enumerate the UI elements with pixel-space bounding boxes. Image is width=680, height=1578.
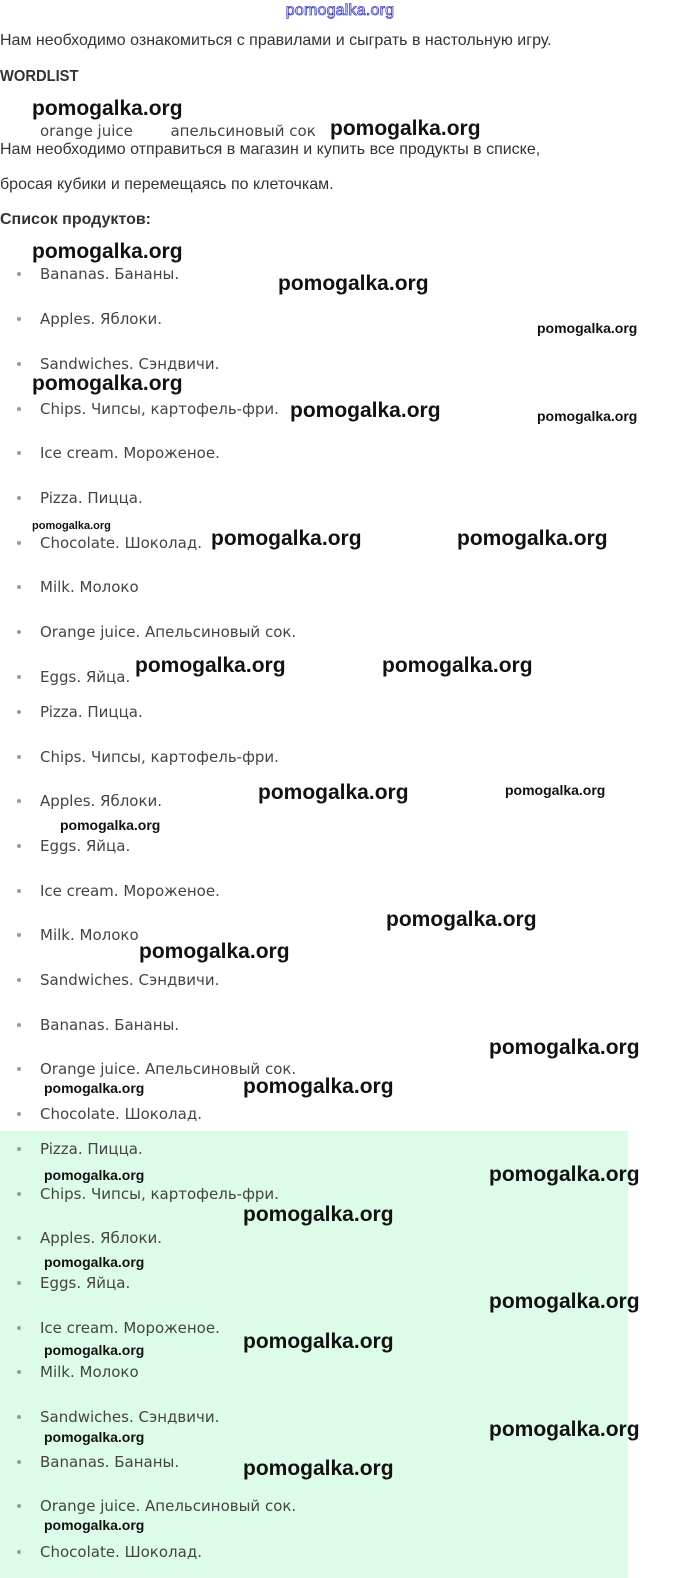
list-item-text: Chips. Чипсы, картофель-фри. (40, 400, 279, 418)
wordlist-cut-line (40, 118, 316, 140)
watermark-text: pomogalka.org (457, 527, 608, 550)
bullet-icon (17, 1326, 21, 1330)
bullet-icon (17, 1023, 21, 1027)
watermark-text: pomogalka.org (278, 272, 429, 295)
bullet-icon (17, 844, 21, 848)
wordlist-heading: WORDLIST (0, 68, 79, 85)
bullet-icon (17, 1370, 21, 1374)
bullet-icon (17, 755, 21, 759)
watermark-text: pomogalka.org (135, 654, 286, 677)
watermark-text: pomogalka.org (258, 781, 409, 804)
bullet-icon (17, 407, 21, 411)
list-item-text: Eggs. Яйца. (40, 668, 131, 686)
watermark-text: pomogalka.org (290, 399, 441, 422)
list-item-text: Orange juice. Апельсиновый сок. (40, 623, 297, 641)
bullet-icon (17, 1147, 21, 1151)
bullet-icon (17, 1236, 21, 1240)
list-item-text: Orange juice. Апельсиновый сок. (40, 1060, 297, 1078)
list-item-text: Chocolate. Шоколад. (40, 1543, 202, 1561)
bullet-icon (17, 585, 21, 589)
bullet-icon (17, 1192, 21, 1196)
watermark-text: pomogalka.org (32, 240, 183, 263)
bullet-icon (17, 978, 21, 982)
bullet-icon (17, 1067, 21, 1071)
intro-text: Нам необходимо ознакомиться с правилами и сыграть в настольную игру. (0, 32, 552, 49)
list-item-text: Sandwiches. Сэндвичи. (40, 355, 220, 373)
bullet-icon (17, 1460, 21, 1464)
bullet-icon (17, 362, 21, 366)
watermark-text: pomogalka.org (537, 408, 638, 424)
bullet-icon (17, 889, 21, 893)
task-text-line-1: Нам необходимо отправиться в магазин и купить все продукты в списке, (0, 141, 541, 158)
bullet-icon (17, 799, 21, 803)
task-text-line-2: бросая кубики и перемещаясь по клеточкам. (0, 176, 334, 193)
list-item-text: Chips. Чипсы, картофель-фри. (40, 1185, 279, 1203)
watermark-text: pomogalka.org (243, 1330, 394, 1353)
list-item-text: Chips. Чипсы, картофель-фри. (40, 748, 279, 766)
list-item-text: Eggs. Яйца. (40, 837, 131, 855)
list-item-text: Pizza. Пицца. (40, 703, 143, 721)
list-item-text: Chocolate. Шоколад. (40, 534, 202, 552)
list-item-text: Apples. Яблоки. (40, 792, 163, 810)
watermark-text: pomogalka.org (44, 1254, 145, 1270)
watermark-text: pomogalka.org (44, 1429, 145, 1445)
list-item-text: Eggs. Яйца. (40, 1274, 131, 1292)
list-item-text: Milk. Молоко (40, 1363, 139, 1381)
list-item-text: Milk. Молоко (40, 926, 139, 944)
bullet-icon (17, 1281, 21, 1285)
watermark-text: pomogalka.org (382, 654, 533, 677)
bullet-icon (17, 451, 21, 455)
list-item-text: Bananas. Бананы. (40, 265, 180, 283)
watermark-text: pomogalka.org (32, 520, 111, 532)
watermark-text: pomogalka.org (32, 372, 183, 395)
watermark-text: pomogalka.org (489, 1290, 640, 1313)
watermark-text: pomogalka.org (243, 1075, 394, 1098)
watermark-text: pomogalka.org (330, 117, 481, 140)
list-item-text: Chocolate. Шоколад. (40, 1105, 202, 1123)
bullet-icon (17, 541, 21, 545)
list-item-text: Pizza. Пицца. (40, 489, 143, 507)
bullet-icon (17, 317, 21, 321)
watermark-text: pomogalka.org (44, 1342, 145, 1358)
watermark-text: pomogalka.org (386, 908, 537, 931)
bullet-icon (17, 1504, 21, 1508)
bullet-icon (17, 933, 21, 937)
watermark-text: pomogalka.org (537, 320, 638, 336)
list-item-text: Bananas. Бананы. (40, 1453, 180, 1471)
bullet-icon (17, 630, 21, 634)
watermark-text: pomogalka.org (44, 1167, 145, 1183)
list-item-text: Milk. Молоко (40, 578, 139, 596)
watermark-text: pomogalka.org (44, 1080, 145, 1096)
list-item-text: Ice cream. Мороженое. (40, 882, 220, 900)
bullet-icon (17, 1112, 21, 1116)
list-item-text: Pizza. Пицца. (40, 1140, 143, 1158)
list-item-text: Apples. Яблоки. (40, 310, 163, 328)
watermark-text: pomogalka.org (505, 782, 606, 798)
bullet-icon (17, 710, 21, 714)
watermark-text: pomogalka.org (489, 1163, 640, 1186)
watermark-text: pomogalka.org (139, 940, 290, 963)
watermark-text: pomogalka.org (489, 1036, 640, 1059)
bullet-icon (17, 675, 21, 679)
bullet-icon (17, 1550, 21, 1554)
watermark-text: pomogalka.org (489, 1418, 640, 1441)
bullet-icon (17, 272, 21, 276)
watermark-text: pomogalka.org (243, 1203, 394, 1226)
watermark-text: pomogalka.org (44, 1517, 145, 1533)
cut-line-translation: апельсиновый сок (170, 122, 316, 140)
list-item-text: Sandwiches. Сэндвичи. (40, 1408, 220, 1426)
watermark-text: pomogalka.org (32, 97, 183, 120)
list-item-text: Sandwiches. Сэндвичи. (40, 971, 220, 989)
watermark-text: pomogalka.org (211, 527, 362, 550)
bullet-icon (17, 1415, 21, 1419)
list-item-text: Ice cream. Мороженое. (40, 1319, 220, 1337)
bullet-icon (17, 496, 21, 500)
watermark-text: pomogalka.org (243, 1457, 394, 1480)
site-logo-mark: pomogalka.org (285, 2, 395, 19)
watermark-text: pomogalka.org (60, 817, 161, 833)
cut-line-word: orange juice (40, 122, 133, 140)
product-list-heading: Список продуктов: (0, 211, 151, 228)
list-item-text: Bananas. Бананы. (40, 1016, 180, 1034)
list-item-text: Apples. Яблоки. (40, 1229, 163, 1247)
list-item-text: Ice cream. Мороженое. (40, 444, 220, 462)
list-item-text: Orange juice. Апельсиновый сок. (40, 1497, 297, 1515)
